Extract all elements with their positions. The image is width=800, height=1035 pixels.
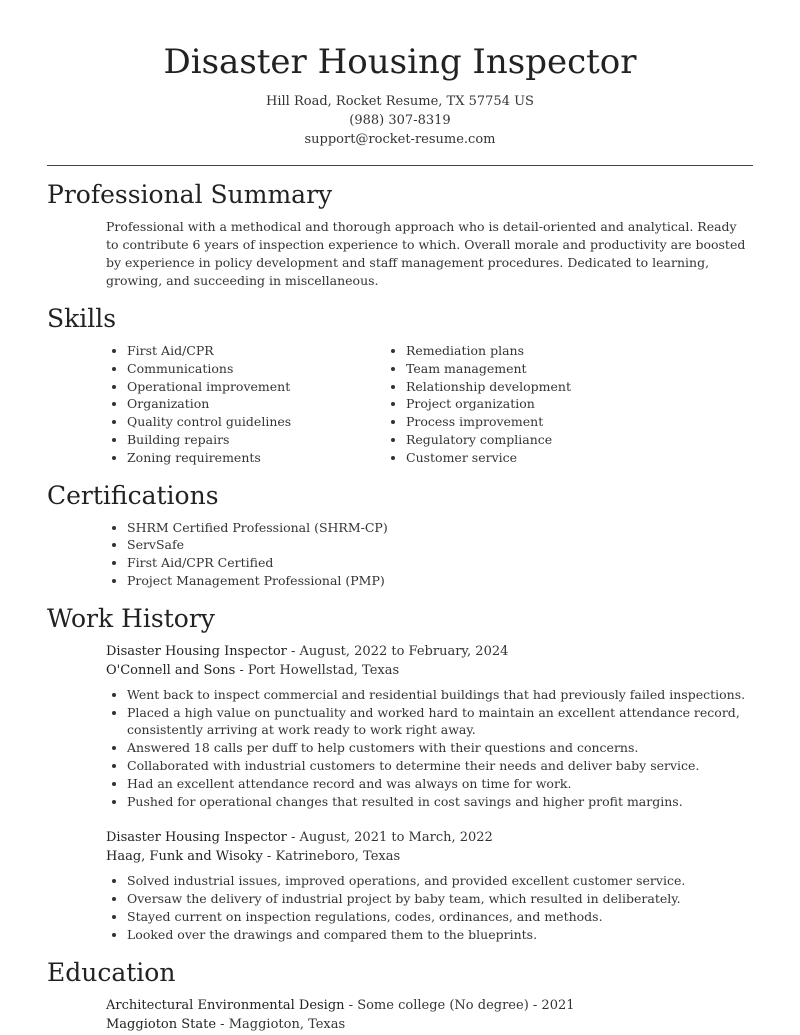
job-bullet: • Oversaw the delivery of industrial project by baby team, which resulted in deliberately. xyxy=(127,890,753,908)
skills-section xyxy=(0,302,800,467)
resume-header xyxy=(0,0,800,149)
certifications-heading: Certifications xyxy=(47,480,219,510)
skill-item: • Process improvement xyxy=(406,413,571,431)
job-bullet: • Looked over the drawings and compared them to the blueprints. xyxy=(127,926,753,944)
job-dates: - August, 2022 to February, 2024 xyxy=(286,643,509,659)
job-bullet: • Collaborated with industrial customers to determine their needs and deliver baby service. xyxy=(127,757,753,775)
job-bullet: • Went back to inspect commercial and residential buildings that had previously failed inspections. xyxy=(127,686,753,704)
candidate-name: Disaster Housing Inspector xyxy=(163,42,637,82)
job-bullet: • Solved industrial issues, improved operations, and provided excellent customer service. xyxy=(127,872,753,890)
job-bullet: • Pushed for operational changes that resulted in cost savings and higher profit margins. xyxy=(127,793,753,811)
certification-item: • SHRM Certified Professional (SHRM-CP) xyxy=(127,519,753,537)
education-section xyxy=(0,956,800,1034)
skill-item: • Operational improvement xyxy=(127,378,366,396)
skill-item: • Regulatory compliance xyxy=(406,431,571,449)
skill-item: • Team management xyxy=(406,360,571,378)
certifications-list xyxy=(47,519,753,590)
certification-item: • First Aid/CPR Certified xyxy=(127,554,753,572)
summary-heading: Professional Summary xyxy=(47,180,333,209)
certification-item: • ServSafe xyxy=(127,536,753,554)
education-school-line xyxy=(106,1015,753,1034)
job-bullet: • Had an excellent attendance record and was always on time for work. xyxy=(127,775,753,793)
contact-block xyxy=(0,92,800,149)
skill-item: • Customer service xyxy=(406,449,571,467)
skill-item: • Relationship development xyxy=(406,378,571,396)
job-bullet: • Stayed current on inspection regulations, codes, ordinances, and methods. xyxy=(127,908,753,926)
work-history-section xyxy=(0,602,800,944)
job-bullets xyxy=(106,686,753,811)
job-title: Disaster Housing Inspector xyxy=(106,830,287,846)
education-entry xyxy=(106,996,753,1034)
job-dates: - August, 2021 to March, 2022 xyxy=(286,830,493,846)
skill-item: • Zoning requirements xyxy=(127,449,366,467)
job-bullet: • Placed a high value on punctuality and worked hard to maintain an excellent attendance record, consistently arriving at work ready to work right away. xyxy=(127,704,753,740)
education-location: - Maggioton, Texas xyxy=(216,1016,346,1032)
summary-section xyxy=(0,178,800,290)
certification-item: • Project Management Professional (PMP) xyxy=(127,572,753,590)
education-degree: Architectural Environmental Design xyxy=(106,997,345,1013)
skill-item: • Project organization xyxy=(406,395,571,413)
contact-email: support@rocket-resume.com xyxy=(304,132,496,147)
skill-item: • Quality control guidelines xyxy=(127,413,366,431)
job-company: O'Connell and Sons xyxy=(106,662,236,678)
skills-grid xyxy=(47,342,753,467)
job-title-line xyxy=(106,642,753,661)
job-location: - Port Howellstad, Texas xyxy=(235,662,400,678)
skill-item: • Building repairs xyxy=(127,431,366,449)
contact-address: Hill Road, Rocket Resume, TX 57754 US xyxy=(266,94,534,109)
job-bullet: • Answered 18 calls per duff to help customers with their questions and concerns. xyxy=(127,739,753,757)
skills-column-2 xyxy=(366,342,571,467)
education-degree-line xyxy=(106,996,753,1015)
job-company: Haag, Funk and Wisoky xyxy=(106,849,263,865)
skill-item: • Communications xyxy=(127,360,366,378)
job-entry xyxy=(106,828,753,943)
education-details: - Some college (No degree) - 2021 xyxy=(344,997,575,1013)
certifications-section xyxy=(0,479,800,590)
job-title: Disaster Housing Inspector xyxy=(106,643,287,659)
job-bullets xyxy=(106,872,753,943)
job-company-line xyxy=(106,847,753,866)
skill-item: • First Aid/CPR xyxy=(127,342,366,360)
skill-item: • Organization xyxy=(127,395,366,413)
skills-heading: Skills xyxy=(47,304,117,333)
job-title-line xyxy=(106,828,753,847)
job-location: - Katrineboro, Texas xyxy=(262,849,401,865)
skill-item: • Remediation plans xyxy=(406,342,571,360)
education-school: Maggioton State xyxy=(106,1016,217,1032)
work-history-heading: Work History xyxy=(47,603,215,633)
education-heading: Education xyxy=(47,957,176,987)
skills-column-1 xyxy=(47,342,366,467)
job-entry xyxy=(106,642,753,811)
contact-phone: (988) 307-8319 xyxy=(349,113,451,128)
job-company-line xyxy=(106,661,753,680)
summary-text: Professional with a methodical and thorough approach who is detail-oriented and analytical. Ready to contribute 6 years of inspection experience to which. Overall morale and productivity are boosted by experience in policy development and staff management procedures. Dedicated to learning, growing, and succeeding in miscellaneous. xyxy=(106,219,746,288)
